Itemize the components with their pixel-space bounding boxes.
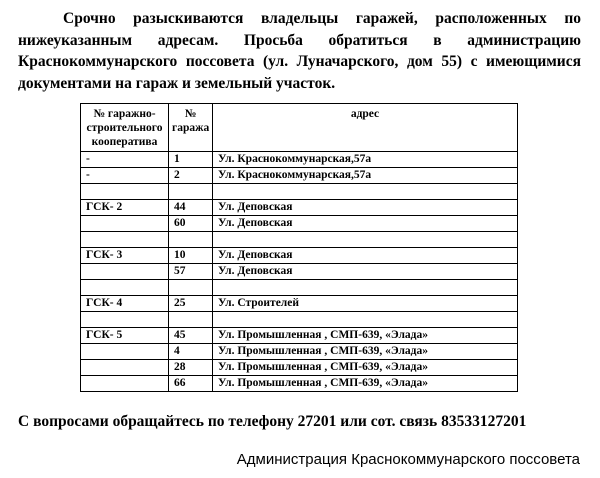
cell-cooperative — [81, 360, 169, 376]
table-header-row — [81, 104, 518, 152]
cell-cooperative: - — [81, 168, 169, 184]
cell-garage-number: 1 — [169, 152, 213, 168]
cell-address: Ул. Деповская — [213, 248, 518, 264]
cell-cooperative — [81, 184, 169, 200]
table-body — [81, 152, 518, 392]
cell-address: Ул. Промышленная , СМП-639, «Элада» — [213, 328, 518, 344]
cell-address — [213, 232, 518, 248]
table-row — [81, 152, 518, 168]
cell-garage-number: 25 — [169, 296, 213, 312]
cell-address: Ул. Строителей — [213, 296, 518, 312]
cell-garage-number — [169, 232, 213, 248]
cell-address: Ул. Краснокоммунарская,57а — [213, 152, 518, 168]
header-address: адрес — [213, 104, 518, 152]
contact-phone-text: С вопросами обращайтесь по телефону 27201 или сот. связь 83533127201 — [18, 413, 527, 430]
cell-garage-number: 57 — [169, 264, 213, 280]
table-row — [81, 344, 518, 360]
cell-cooperative — [81, 376, 169, 392]
table-row — [81, 216, 518, 232]
table-row — [81, 232, 518, 248]
header-cooperative: № гаражно-строительного кооператива — [81, 104, 169, 152]
cell-cooperative: ГСК- 4 — [81, 296, 169, 312]
garages-table — [80, 103, 518, 392]
cell-cooperative — [81, 344, 169, 360]
cell-address — [213, 312, 518, 328]
header-garage-number: № гаража — [169, 104, 213, 152]
cell-cooperative — [81, 312, 169, 328]
cell-garage-number: 44 — [169, 200, 213, 216]
cell-garage-number: 66 — [169, 376, 213, 392]
cell-cooperative — [81, 232, 169, 248]
cell-address: Ул. Промышленная , СМП-639, «Элада» — [213, 360, 518, 376]
cell-cooperative: ГСК- 3 — [81, 248, 169, 264]
cell-address — [213, 184, 518, 200]
table-row — [81, 360, 518, 376]
cell-address — [213, 280, 518, 296]
cell-cooperative: ГСК- 5 — [81, 328, 169, 344]
table-row — [81, 200, 518, 216]
cell-garage-number — [169, 184, 213, 200]
table-row — [81, 328, 518, 344]
table-row — [81, 264, 518, 280]
cell-cooperative: ГСК- 2 — [81, 200, 169, 216]
cell-address: Ул. Деповская — [213, 264, 518, 280]
cell-garage-number: 28 — [169, 360, 213, 376]
cell-address: Ул. Промышленная , СМП-639, «Элада» — [213, 376, 518, 392]
signature: Администрация Краснокоммунарского поссовета — [236, 451, 580, 468]
cell-address: Ул. Деповская — [213, 216, 518, 232]
notice-text: Срочно разыскиваются владельцы гаражей, расположенных по нижеуказанным адресам. Просьба обратиться в администрацию Краснокоммунарского поссовета (ул. Луначарского, дом 55) с имеющимися документами на гараж и земельный участок. — [18, 10, 581, 92]
table-row — [81, 280, 518, 296]
cell-garage-number: 10 — [169, 248, 213, 264]
cell-garage-number: 45 — [169, 328, 213, 344]
cell-address: Ул. Промышленная , СМП-639, «Элада» — [213, 344, 518, 360]
cell-garage-number — [169, 280, 213, 296]
cell-cooperative — [81, 264, 169, 280]
table-row — [81, 296, 518, 312]
cell-address: Ул. Краснокоммунарская,57а — [213, 168, 518, 184]
cell-cooperative: - — [81, 152, 169, 168]
table-row — [81, 312, 518, 328]
cell-garage-number: 60 — [169, 216, 213, 232]
cell-address: Ул. Деповская — [213, 200, 518, 216]
cell-garage-number — [169, 312, 213, 328]
cell-cooperative — [81, 280, 169, 296]
cell-cooperative — [81, 216, 169, 232]
table-row — [81, 184, 518, 200]
table-row — [81, 248, 518, 264]
table-row — [81, 168, 518, 184]
table-row — [81, 376, 518, 392]
cell-garage-number: 4 — [169, 344, 213, 360]
cell-garage-number: 2 — [169, 168, 213, 184]
